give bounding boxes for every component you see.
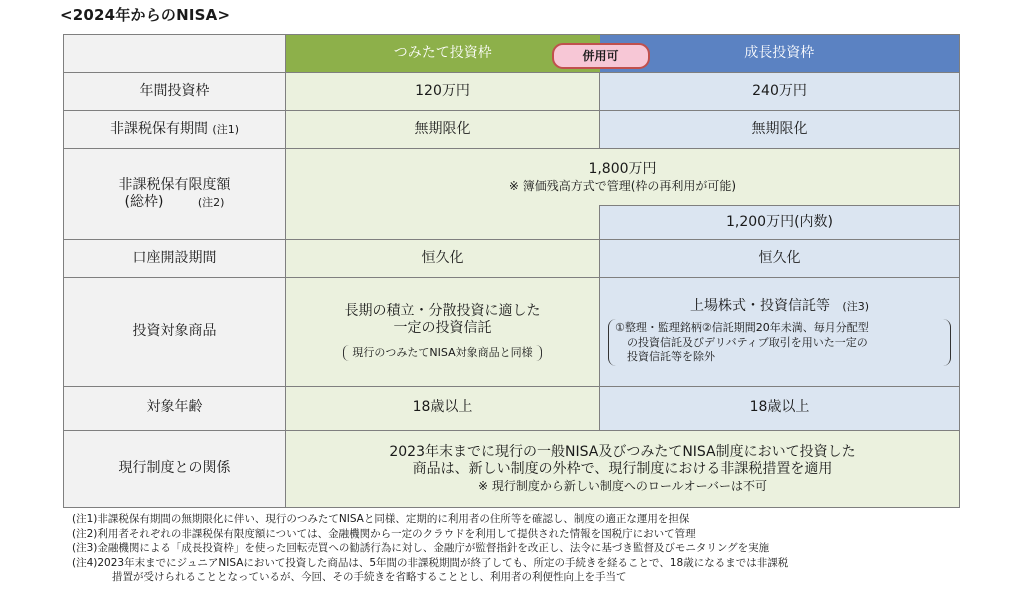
label-relation: 現行制度との関係	[64, 430, 286, 507]
row-age	[64, 386, 960, 430]
header-tsumitate-label: つみたて投資枠	[393, 44, 492, 61]
footnote-2: (注2)利用者それぞれの非課税保有限度額については、金融機関から一定のクラウドを利用して提供された情報を国税庁において管理	[72, 527, 696, 540]
relation-line2: 商品は、新しい制度の外枠で、現行制度における非課税措置を適用	[412, 461, 833, 478]
nisa-comparison-table	[63, 34, 960, 508]
relation-line1: 2023年末までに現行の一般NISA及びつみたてNISA制度において投資した	[389, 443, 856, 460]
label-products: 投資対象商品	[64, 278, 286, 386]
products-seicho-exclusion	[608, 319, 951, 366]
products-seicho-detail3: 投資信託等を除外	[627, 349, 715, 363]
label-limit-note: (注2)	[197, 196, 225, 210]
limit-total	[286, 149, 960, 206]
relation-content	[286, 430, 960, 507]
row-open	[64, 240, 960, 278]
annual-tsumitate: 120万円	[286, 73, 600, 111]
row-annual	[64, 73, 960, 111]
period-tsumitate: 無期限化	[286, 111, 600, 149]
label-period-text: 非課税保有期間	[109, 120, 208, 137]
header-seicho	[582, 35, 960, 73]
footnote-3: (注3)金融機関による「成長投資枠」を使った回転売買への勧誘行為に対し、金融庁が監督指針を改正し、法令に基づき監督及びモニタリングを実施	[72, 542, 770, 555]
label-limit	[64, 149, 286, 240]
products-seicho	[600, 278, 960, 386]
products-seicho-line1: 上場株式・投資信託等	[689, 297, 830, 314]
products-tsumitate-line2: 一定の投資信託	[393, 320, 492, 337]
label-limit-line1: 非課税保有限度額	[118, 176, 231, 193]
limit-sub: ※ 簿価残高方式で管理(枠の再利用が可能)	[508, 178, 737, 193]
footnote-4a: (注4)2023年末までにジュニアNISAにおいて投資した商品は、5年間の非課税期間が終了しても、所定の手続きを経ることで、18歳になるまでは非課税	[72, 556, 789, 569]
age-tsumitate: 18歳以上	[286, 386, 600, 430]
relation-line3: ※ 現行制度から新しい制度へのロールオーバーは不可	[477, 478, 768, 493]
page-title: <2024年からのNISA>	[60, 6, 231, 24]
label-annual: 年間投資枠	[64, 73, 286, 111]
footnotes	[72, 512, 992, 585]
header-blank-cell	[64, 35, 286, 73]
label-period-note: (注1)	[212, 122, 240, 136]
open-seicho: 恒久化	[600, 240, 960, 278]
products-tsumitate	[286, 278, 600, 386]
products-seicho-detail1: ①整理・監理銘柄②信託期間20年未満、毎月分配型	[615, 321, 869, 335]
row-relation	[64, 430, 960, 507]
row-products	[64, 278, 960, 386]
label-age: 対象年齢	[64, 386, 286, 430]
limit-value: 1,800万円	[588, 161, 657, 178]
open-tsumitate: 恒久化	[286, 240, 600, 278]
row-limit-top	[64, 149, 960, 206]
period-seicho: 無期限化	[600, 111, 960, 149]
header-seicho-label: 成長投資枠	[744, 44, 815, 61]
annual-seicho: 240万円	[600, 73, 960, 111]
label-period	[64, 111, 286, 149]
products-seicho-detail2: の投資信託及びデリバティブ取引を用いた一定の	[627, 335, 868, 349]
row-period	[64, 111, 960, 149]
products-tsumitate-note: 現行のつみたてNISA対象商品と同様	[343, 345, 541, 361]
header-row	[64, 35, 960, 73]
label-open: 口座開設期間	[64, 240, 286, 278]
combined-use-badge: 併用可	[552, 43, 650, 69]
footnote-1: (注1)非課税保有期間の無期限化に伴い、現行のつみたてNISAと同様、定期的に利用者の住所等を確認し、制度の適正な運用を担保	[72, 513, 690, 525]
limit-seicho: 1,200万円(内数)	[600, 206, 960, 240]
age-seicho: 18歳以上	[600, 386, 960, 430]
footnote-4b: 措置が受けられることとなっているが、今回、その手続きを省略することとし、利用者の利便性向上を手当て	[112, 571, 627, 584]
products-tsumitate-line1: 長期の積立・分散投資に適した	[344, 302, 541, 319]
products-seicho-note: (注3)	[842, 299, 870, 313]
label-limit-line2: (総枠)	[124, 194, 164, 211]
limit-tsumitate-blank	[286, 206, 600, 240]
